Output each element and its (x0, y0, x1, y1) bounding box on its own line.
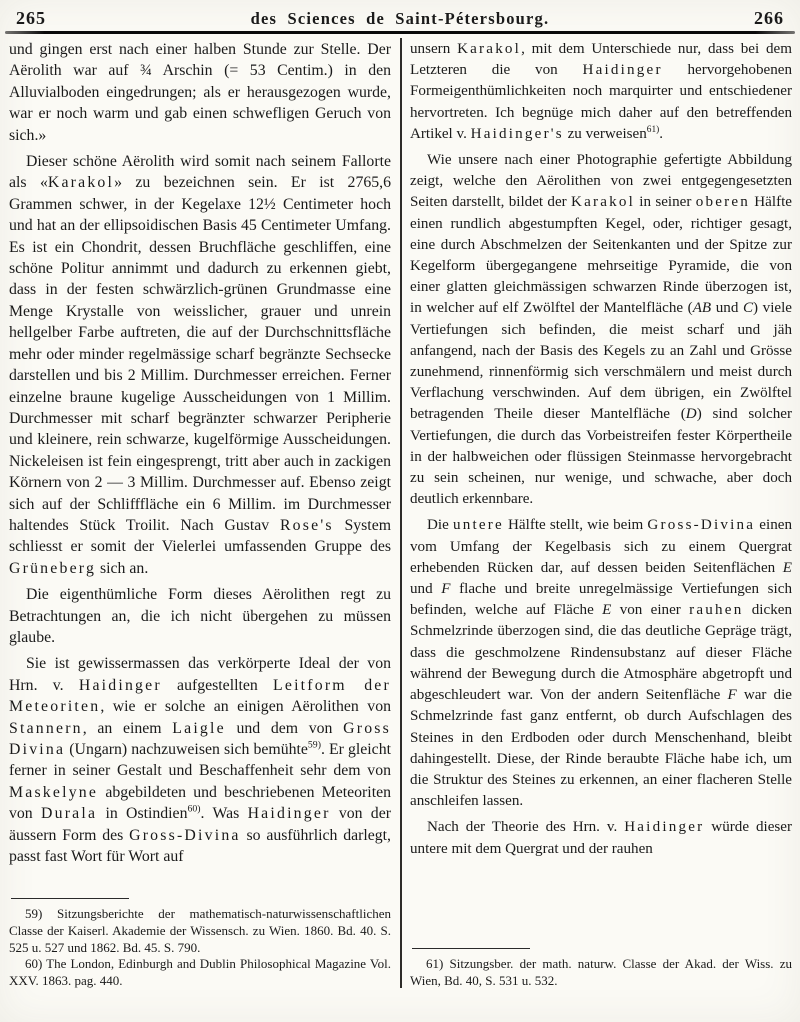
paragraph-form-remark: Die eigenthümliche Form dieses Aërolithen regt zu Betrachtungen an, die ich nicht übergehen zu müssen glaube. (9, 586, 391, 646)
footnote-59: 59) Sitzungsberichte der mathematisch-naturwissenschaftlichen Classe der Kaiserl. Akademie der Wissensch. zu Wien. 1860. Bd. 40. S. 525 u. 527 und 1862. Bd. 45. S. 790. (9, 906, 391, 955)
right-column (410, 39, 792, 990)
left-column (9, 39, 391, 990)
paragraph-karakol-description: Dieser schöne Aërolith wird somit nach seinem Fallorte als «Karakol» zu bezeichnen sein. Er ist 2765,6 Grammen schwer, in der Kegelaxe 12½ Centimeter hoch und hat an der ellipsoidischen Basis 45 Centimeter Umfang. Es ist ein Chondrit, dessen Bruchfläche geschliffen, eine schöne Politur annimmt und dadurch zu erkennen giebt, dass in der festen schwärzlich-grünen Grundmasse eine Menge Krystalle von weisslicher, grauer und unrein hellgelber Farbe auftreten, die auf der Durchschnittsfläche mehr oder minder regelmässige scharf begränzte Sechsecke darstellen und bis 2 Millim. Durchmesser erreichen. Ferner einzelne braune kugelige Ausscheidungen von 1 Millim. Durchmesser mit scharf begränzter schwarzer Peripherie und kleinere, rein schwarze, kugelförmige Ausscheidungen. Nickeleisen ist fein eingesprengt, tritt aber auch in zackigen Körnern von 2 — 3 Millim. Durchmesser auf. Ebenso zeigt sich auf der Schlifffläche ein 6 Millim. im Durchmesser haltendes Stück Troilit. Nach Gustav Rose's System schliesst er somit der Vielerlei umfassenden Gruppe des Grüneberg sich an. (9, 153, 391, 577)
right-footnotes (410, 948, 792, 990)
page-number-right: 266 (754, 8, 784, 28)
left-footnotes (9, 898, 391, 990)
column-divider-rule (400, 38, 402, 988)
paragraph-continuation: und gingen erst nach einer halben Stunde zur Stelle. Der Aërolith war auf ¾ Arschin (= 53 Centim.) in den Alluvialboden eingedrungen; als er herausgezogen wurde, war er noch warm und gab einen schwefligen Geruch von sich.» (9, 41, 391, 144)
right-column-body (410, 39, 792, 860)
running-head (0, 5, 800, 31)
paragraph-upper-half: Wie unsere nach einer Photographie gefertigte Abbildung zeigt, welche den Aërolithen von zwei entgegengesetzten Seiten darstellt, bildet der Karakol in seiner oberen Hälfte einen rundlich abgestumpften Kegel, oder, richtiger gesagt, eine durch Abschmelzen der Seitenkanten und der Spitze zur Kegelform übergegangene mehrseitige Pyramide, die von einer glatten gleichmässigen schwarzen Rinde überzogen ist, in welcher auf elf Zwölftel der Mantelfläche (AB und C) viele Vertiefungen sich befinden, die meist scharf und jäh anfangend, nach der Basis des Kegels zu an Zahl und Grösse zunehmend, rinnenförmig sich verschmälern und meist durch Verflachung verschwinden. Auf dem übrigen, ein Zwölftel betragenden Theile dieser Mantelfläche (D) sind solcher Vertiefungen, die durch das Vorbeistreifen fester Körpertheile in der halbweichen oder flüssigen Steinmasse hervorgebracht zu sein scheinen, nur wenige, und schwache, aber doch deutlich erkennbare. (410, 152, 792, 508)
paragraph-lower-half: Die untere Hälfte stellt, wie beim Gross-Divina einen vom Umfang der Kegelbasis sich zu einem Quergrat erhebenden Rücken dar, auf dessen beiden Seitenflächen E und F flache und breite unregelmässige Vertiefungen sich befinden, welche auf Fläche E von einer rauhen dicken Schmelzrinde überzogen sind, die das deutliche Gepräge trägt, dass die geschmolzene Rindensubstanz auf dieser Fläche während der Bewegung durch die Atmosphäre abgetropft und abgeschleudert war. Von der andern Seitenfläche F war die Schmelzrinde fast ganz entfernt, ob durch Aufschlagen des Steines in den Erdboden oder durch Menschenhand, bleibt dahingestellt. Diese, der Rinde beraubte Fläche habe ich, um die Struktur des Steines zu erkennen, an einer flacheren Stelle anschleifen lassen. (410, 517, 792, 810)
journal-title: des Sciences de Saint-Pétersbourg. (250, 9, 550, 28)
footnote-60: 60) The London, Edinburgh and Dublin Philosophical Magazine Vol. XXV. 1863. pag. 440. (9, 956, 391, 989)
left-column-body (9, 39, 391, 867)
paragraph-haidinger-leitform: Sie ist gewissermassen das verkörperte Ideal der von Hrn. v. Haidinger aufgestellten Leitform der Meteoriten, wie er solche an einigen Aërolithen von Stannern, an einem Laigle und dem von Gross Divina (Ungarn) nachzuweisen sich bemühte$^{59)}$. Er gleicht ferner in seiner Gestalt und Beschaffenheit sehr dem von Maskelyne abgebildeten und beschriebenen Meteoriten von Durala in Ostindien$^{60)}$. Was Haidinger von der äussern Form des Gross-Divina so ausführlich darlegt, passt fast Wort für Wort auf (9, 655, 391, 866)
paragraph-theory: Nach der Theorie des Hrn. v. Haidinger würde dieser untere mit dem Quergrat und der rauhen (410, 819, 793, 857)
footnote-separator-rule (412, 948, 530, 949)
paragraph-continuation: unsern Karakol, mit dem Unterschiede nur, dass bei dem Letzteren die von Haidinger hervorgehobenen Formeigenthümlichkeiten noch marquirter und entschiedener hervortreten. Ich begnüge mich daher auf den betreffenden Artikel v. Haidinger's zu verweisen$^{61)}$. (410, 41, 793, 142)
page-number-left: 265 (16, 8, 46, 28)
footnote-61: 61) Sitzungsber. der math. naturw. Classe der Akad. der Wiss. zu Wien, Bd. 40, S. 531 u. 532. (410, 956, 792, 989)
footnote-separator-rule (11, 898, 129, 899)
header-rule (5, 31, 795, 34)
